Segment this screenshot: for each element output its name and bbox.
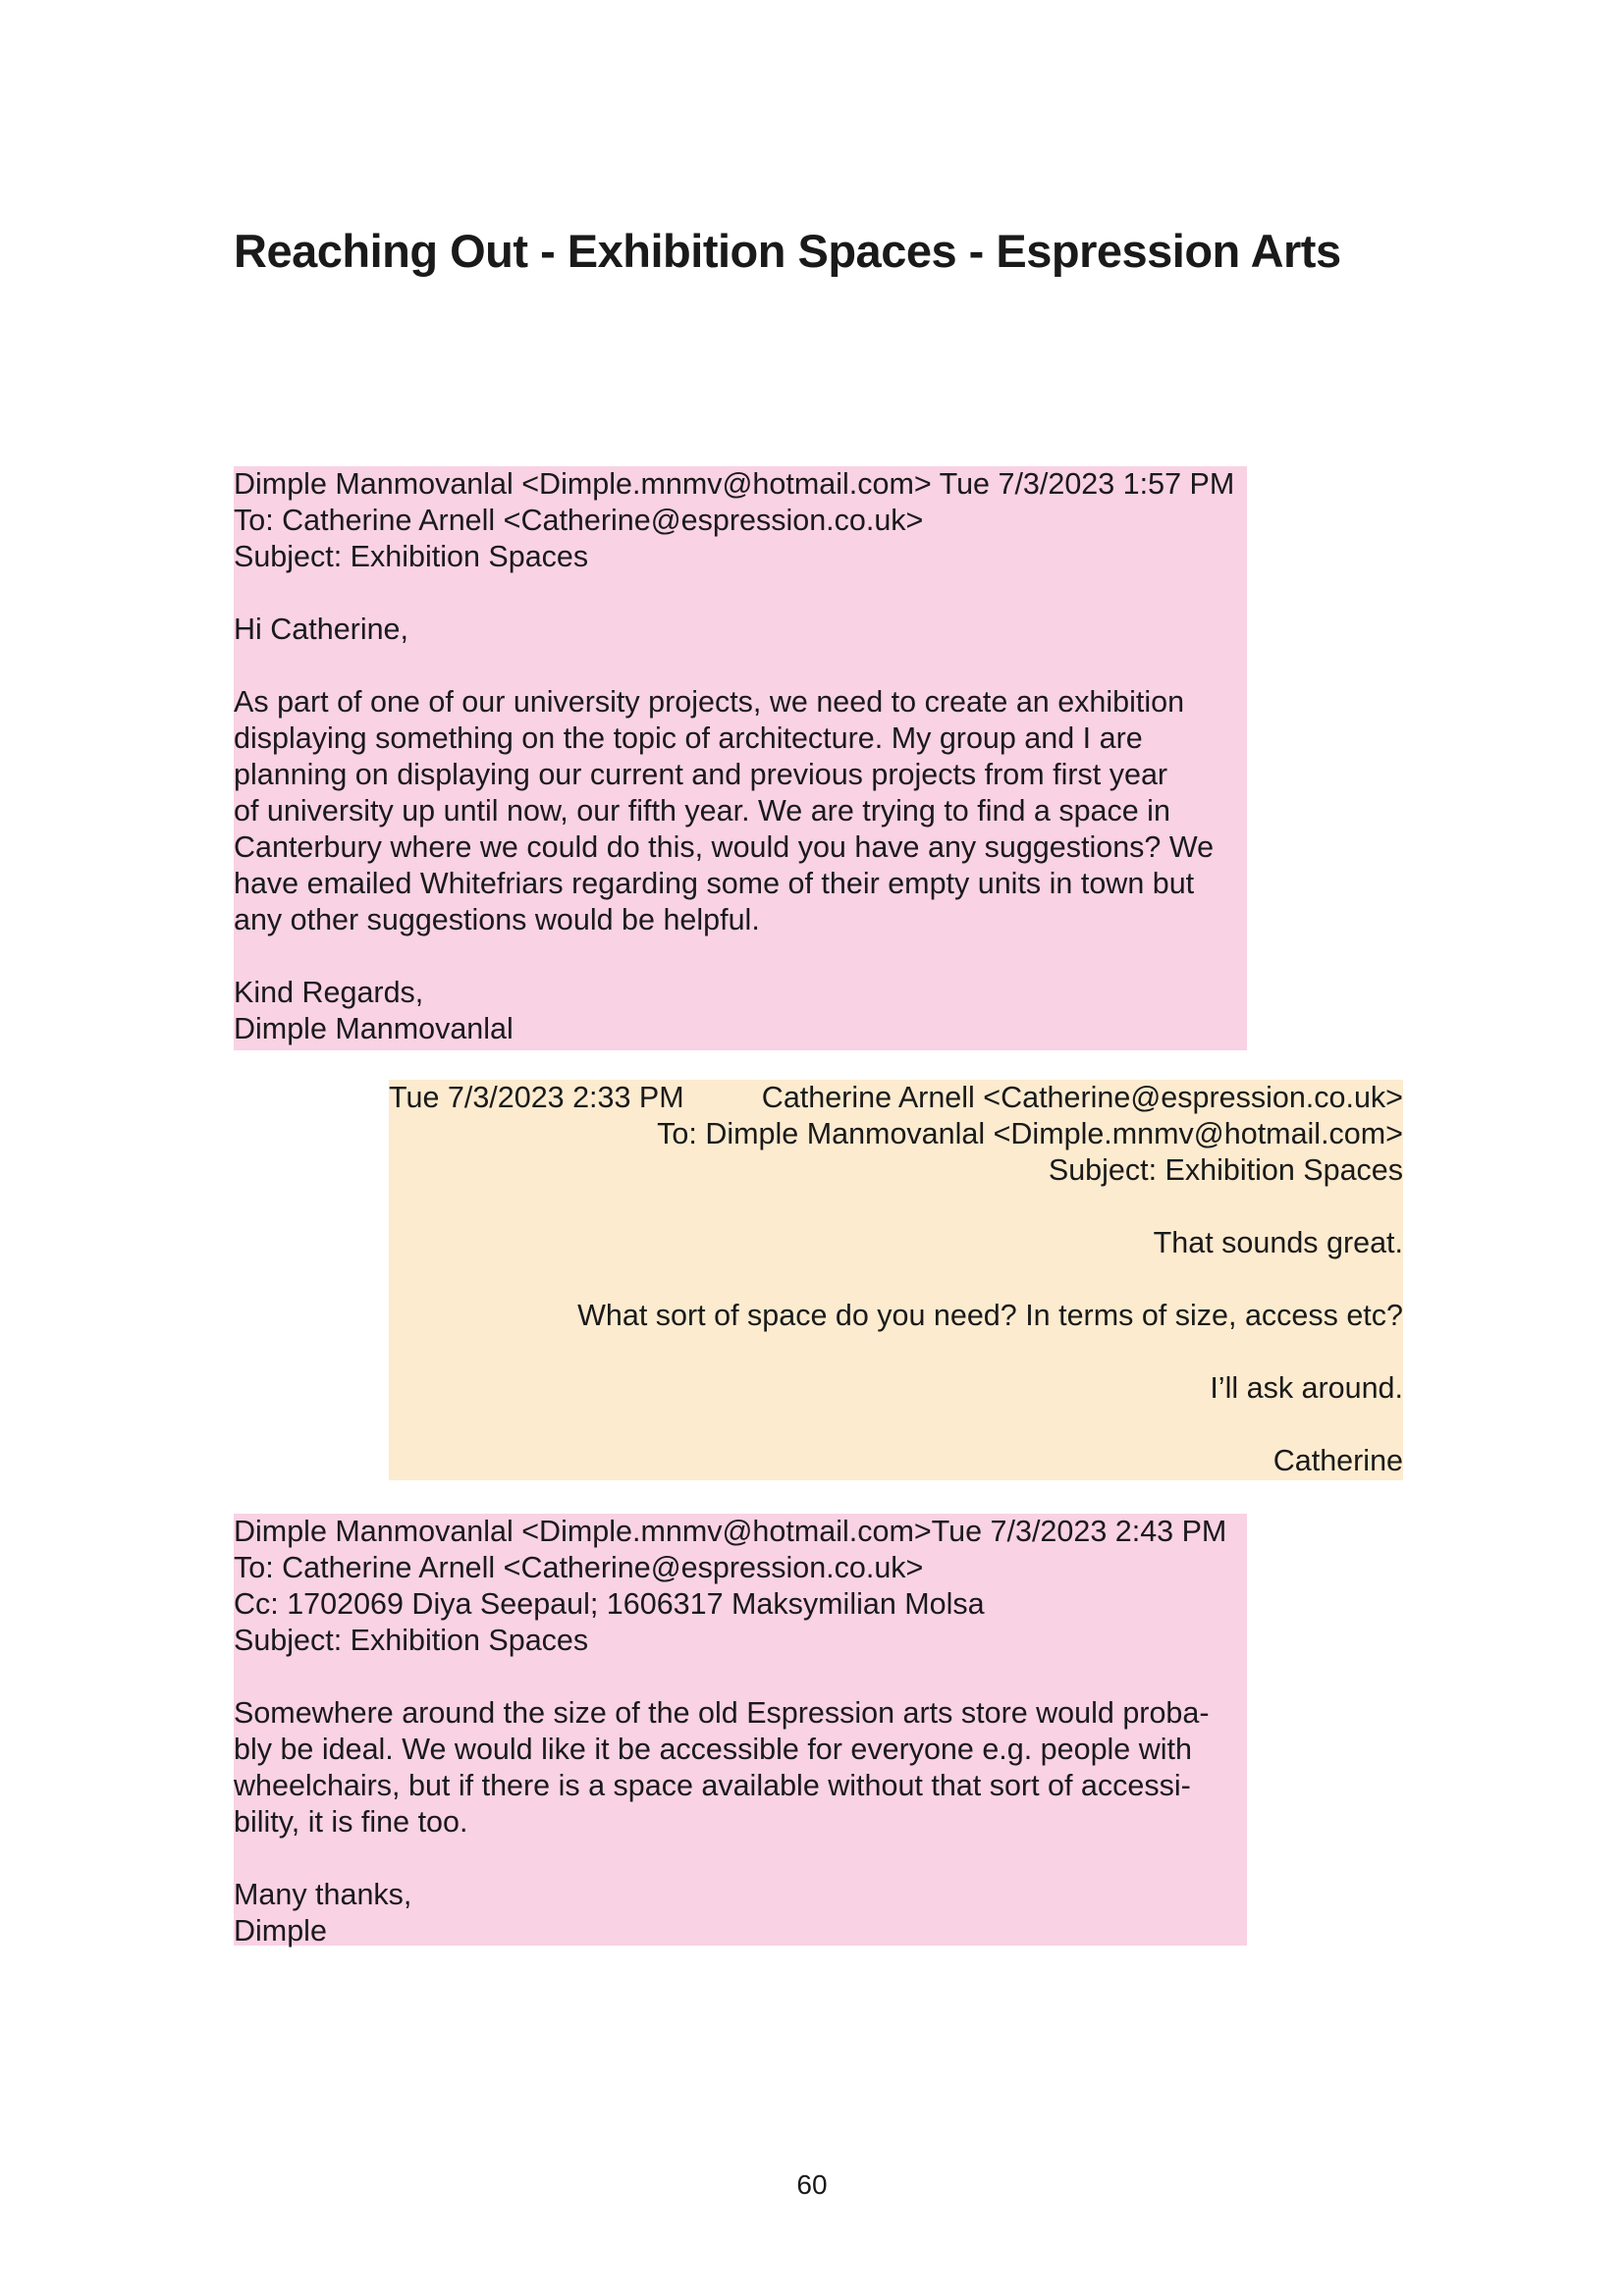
email-subject-line: Subject: Exhibition Spaces (1048, 1153, 1403, 1187)
email-signoff: Many thanks, (234, 1878, 412, 1911)
spacer (234, 648, 1247, 684)
email-body-line: As part of one of our university projects, we need to create an exhibition (234, 685, 1185, 719)
spacer (234, 1841, 1247, 1877)
email-subject-line: Subject: Exhibition Spaces (234, 1624, 589, 1657)
email-reply-header (389, 1080, 1403, 1116)
email-body-line: bly be ideal. We would like it be accessible for everyone e.g. people with (234, 1733, 1192, 1766)
email-body-line: any other suggestions would be helpful. (234, 903, 760, 936)
spacer (389, 1334, 1403, 1370)
spacer (234, 938, 1247, 975)
email-body-line: displaying something on the topic of architecture. My group and I are (234, 721, 1143, 755)
email-date: Tue 7/3/2023 2:33 PM (389, 1081, 684, 1114)
email-body-line: Canterbury where we could do this, would you have any suggestions? We (234, 830, 1215, 864)
email-message-reply (389, 1080, 1403, 1480)
email-body-line: planning on displaying our current and previous projects from first year (234, 758, 1168, 791)
page-title: Reaching Out - Exhibition Spaces - Espression Arts (234, 225, 1341, 277)
email-from-line: Catherine Arnell <Catherine@espression.co.uk> (761, 1081, 1403, 1114)
email-message-outgoing-2 (234, 1514, 1247, 1946)
email-body-line: Somewhere around the size of the old Espression arts store would proba- (234, 1696, 1210, 1730)
email-signature: Catherine (1272, 1444, 1403, 1477)
email-subject-line: Subject: Exhibition Spaces (234, 540, 589, 573)
email-signature: Dimple (234, 1914, 327, 1948)
email-to-line: To: Catherine Arnell <Catherine@espression.co.uk> (234, 1551, 924, 1584)
spacer (389, 1189, 1403, 1225)
email-body-line: bility, it is fine too. (234, 1805, 468, 1839)
page-number: 60 (796, 2169, 828, 2200)
spacer (389, 1407, 1403, 1443)
email-body-paragraph: I’ll ask around. (1210, 1371, 1403, 1405)
email-to-line: To: Catherine Arnell <Catherine@espression.co.uk> (234, 504, 924, 537)
email-body-line: have emailed Whitefriars regarding some of their empty units in town but (234, 867, 1195, 900)
email-body-line: wheelchairs, but if there is a space available without that sort of accessi- (234, 1769, 1191, 1802)
spacer (389, 1261, 1403, 1298)
email-from-line: Dimple Manmovanlal <Dimple.mnmv@hotmail.com> Tue 7/3/2023 1:57 PM (234, 467, 1235, 501)
email-greeting: Hi Catherine, (234, 613, 408, 646)
email-body-paragraph: That sounds great. (1153, 1226, 1403, 1259)
email-signature: Dimple Manmovanlal (234, 1012, 514, 1045)
email-message-outgoing-1 (234, 466, 1247, 1050)
spacer (234, 575, 1247, 612)
email-cc-line: Cc: 1702069 Diya Seepaul; 1606317 Maksymilian Molsa (234, 1587, 985, 1621)
email-to-line: To: Dimple Manmovanlal <Dimple.mnmv@hotmail.com> (657, 1117, 1403, 1150)
spacer (234, 1659, 1247, 1695)
email-body-paragraph: What sort of space do you need? In terms of size, access etc? (577, 1299, 1403, 1332)
email-from-line: Dimple Manmovanlal <Dimple.mnmv@hotmail.com>Tue 7/3/2023 2:43 PM (234, 1515, 1227, 1548)
email-body-line: of university up until now, our fifth year. We are trying to find a space in (234, 794, 1170, 828)
email-signoff: Kind Regards, (234, 976, 424, 1009)
